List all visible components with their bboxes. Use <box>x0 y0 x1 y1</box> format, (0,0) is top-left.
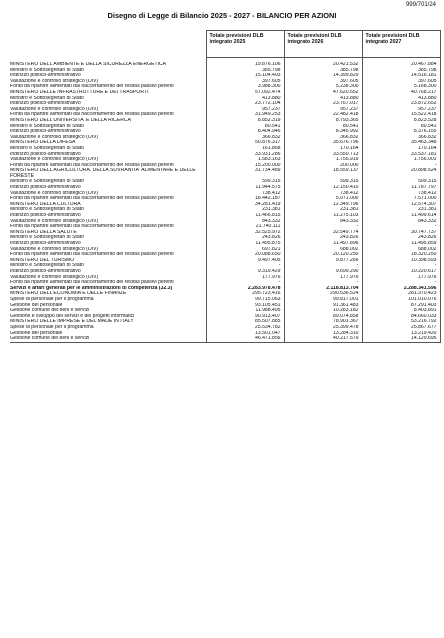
row-label: MINISTERO DELLE INFRASTRUTTURE E DEI TRASPORTI <box>10 90 206 96</box>
value-2027: 13.219.420 <box>362 331 440 337</box>
header-blank-cell <box>10 31 206 58</box>
value-2026: 5.071.000 <box>284 196 362 202</box>
row-label: Gestione comune dei beni e servizi <box>10 336 206 342</box>
value-2027: 53.216.792 <box>362 319 440 325</box>
value-2027: 20.898.524 <box>362 168 440 179</box>
value-2027: 8.376.155 <box>362 129 440 135</box>
value-2025: 31.949.253 <box>206 112 284 118</box>
page-reference: 999/701/24 <box>405 2 436 8</box>
value-2027: 87.291.403 <box>362 303 440 309</box>
column-header-2026: Totale previsioni DLB integrato 2026 <box>284 31 362 58</box>
value-2025: 80.541 <box>206 124 284 130</box>
value-2027: - <box>362 263 440 269</box>
value-2027: 23.872.652 <box>362 101 440 107</box>
value-2025: 31.734.489 <box>206 168 284 179</box>
budget-table <box>10 30 441 343</box>
value-2025: 32.525.972 <box>206 230 284 236</box>
table-row <box>10 336 440 342</box>
value-2025: 15.104.403 <box>206 73 284 79</box>
value-2026: 99.817.001 <box>284 297 362 303</box>
column-header-2027: Totale previsioni DLB integrato 2027 <box>362 31 440 58</box>
value-2027: 11.495.859 <box>362 241 440 247</box>
value-2025: 599.315 <box>206 179 284 185</box>
value-2027: 2.288.341.596 <box>362 286 440 292</box>
value-2027: 397.605 <box>362 79 440 85</box>
value-2027: 10.398.593 <box>362 258 440 264</box>
row-label: Ministro e Sottosegretari di Stato <box>10 179 206 185</box>
row-label: Indirizzo politico-amministrativo <box>10 101 206 107</box>
value-2026: 688.002 <box>284 247 362 253</box>
value-2025: 1.583.163 <box>206 157 284 163</box>
value-2025: 177.976 <box>206 275 284 281</box>
value-2025: 295.723.416 <box>206 291 284 297</box>
value-2025: 99.715.063 <box>206 297 284 303</box>
row-label: Fondi da ripartire alimentati dal riaccertamento dei residui passivi perenti <box>10 252 206 258</box>
row-label: Valutazione e controllo strategico (OIV) <box>10 135 206 141</box>
row-label: Ministro e Sottosegretari di Stato <box>10 146 206 152</box>
value-2025: - <box>206 280 284 286</box>
row-label: Ministro e Sottosegretari di Stato <box>10 263 206 269</box>
value-2025: 8.404.946 <box>206 129 284 135</box>
value-2025: 57.092.474 <box>206 90 284 96</box>
value-2025: 11.944.575 <box>206 185 284 191</box>
value-2026: 8.793.365 <box>284 118 362 124</box>
value-2026: 13.284.310 <box>284 331 362 337</box>
value-2025: 25.534.782 <box>206 325 284 331</box>
value-2027: 10.220.617 <box>362 269 440 275</box>
row-label: Indirizzo politico-amministrativo <box>10 185 206 191</box>
value-2027: 281.370.423 <box>362 291 440 297</box>
value-2026: 11.497.896 <box>284 241 362 247</box>
value-2027: 177.976 <box>362 275 440 281</box>
value-2027: - <box>362 224 440 230</box>
value-2025: 697.821 <box>206 247 284 253</box>
value-2026: 243.826 <box>284 235 362 241</box>
row-label: Gestione del personale <box>10 303 206 309</box>
value-2026: 25.399.478 <box>284 325 362 331</box>
value-2025: 243.826 <box>206 235 284 241</box>
value-2026: 91.361.483 <box>284 303 362 309</box>
value-2026: 40.217.579 <box>284 336 362 342</box>
row-label: Indirizzo politico-amministrativo <box>10 129 206 135</box>
value-2027: 101.010.076 <box>362 297 440 303</box>
value-2026: 47.620.552 <box>284 90 362 96</box>
value-2026: 10.283.182 <box>284 308 362 314</box>
value-2025: 2.283.978.478 <box>206 286 284 292</box>
value-2026: - <box>284 263 362 269</box>
value-2027: - <box>362 280 440 286</box>
value-2026: 1.755.919 <box>284 157 362 163</box>
row-label: Servizi e affari generali per le amministrazioni di competenza (32.3) <box>10 286 206 292</box>
value-2026: 738.412 <box>284 191 362 197</box>
value-2026: - <box>284 280 362 286</box>
row-label: Indirizzo politico-amministrativo <box>10 241 206 247</box>
row-label: Valutazione e controllo strategico (OIV) <box>10 79 206 85</box>
value-2025: 34.281.419 <box>206 202 284 208</box>
value-2026: 5.238.300 <box>284 84 362 90</box>
row-label: Gestione del personale <box>10 331 206 337</box>
row-label: Ministro e Sottosegretari di Stato <box>10 235 206 241</box>
value-2025: 397.605 <box>206 79 284 85</box>
row-label: MINISTERO DELLA DIFESA <box>10 140 206 146</box>
value-2026: 231.381 <box>284 207 362 213</box>
value-2026: 18.559.137 <box>284 168 362 179</box>
row-label: Valutazione e controllo strategico (OIV) <box>10 191 206 197</box>
value-2025: 20.088.650 <box>206 252 284 258</box>
row-label: Valutazione e controllo strategico (OIV) <box>10 157 206 163</box>
row-label: Fondi da ripartire alimentati dal riaccertamento dei residui passivi perenti <box>10 196 206 202</box>
value-2026: 290.536.524 <box>284 291 362 297</box>
value-2027: 1.756.001 <box>362 157 440 163</box>
value-2026: 22.482.418 <box>284 112 362 118</box>
value-2025: 161.868 <box>206 146 284 152</box>
value-2025: 9.497.405 <box>206 258 284 264</box>
row-label: MINISTERO DELL'UNIVERSITA' E DELLA RICERCA <box>10 118 206 124</box>
value-2025: 13.501.047 <box>206 331 284 337</box>
row-label: Valutazione e controllo strategico (OIV) <box>10 219 206 225</box>
row-label: MINISTERO DEL TURISMO <box>10 258 206 264</box>
value-2026: - <box>284 224 362 230</box>
value-2027: 231.381 <box>362 207 440 213</box>
row-label: Fondi da ripartire alimentati dal riaccertamento dei residui passivi perenti <box>10 112 206 118</box>
row-label: Gestione comune dei beni e servizi <box>10 308 206 314</box>
value-2026: 14.399.829 <box>284 73 362 79</box>
value-2025: 11.466.815 <box>206 213 284 219</box>
row-label: Fondi da ripartire alimentati dal riaccertamento dei residui passivi perenti <box>10 224 206 230</box>
value-2025: 738.412 <box>206 191 284 197</box>
value-2027: 243.826 <box>362 235 440 241</box>
value-2026: 89.074.858 <box>284 314 362 320</box>
value-2026: 599.315 <box>284 179 362 185</box>
value-2025: 18.442.187 <box>206 196 284 202</box>
value-2025: 11.495.875 <box>206 241 284 247</box>
value-2026: 80.541 <box>284 124 362 130</box>
value-2026: 35.676.796 <box>284 140 362 146</box>
value-2027: 8.823.528 <box>362 118 440 124</box>
row-label: Indirizzo politico-amministrativo <box>10 269 206 275</box>
value-2025: 15.200.000 <box>206 163 284 169</box>
value-2027: 14.516.181 <box>362 73 440 79</box>
value-2025: 3.988.300 <box>206 84 284 90</box>
row-label: MINISTERO DELLA CULTURA <box>10 202 206 208</box>
value-2025: 93.105.451 <box>206 303 284 309</box>
row-label: MINISTERO DELL'AGRICOLTURA, DELLA SOVRANITA' ALIMENTARE E DELLE FORESTE <box>10 168 206 179</box>
row-label: Ministro e Sottosegretari di Stato <box>10 124 206 130</box>
value-2025: 50.876.317 <box>206 140 284 146</box>
row-label: MINISTERO DELLE IMPRESE E DEL MADE IN ITALY <box>10 319 206 325</box>
value-2025: 85.507.885 <box>206 319 284 325</box>
row-label: Ministro e Sottosegretari di Stato <box>10 68 206 74</box>
value-2026: 8.345.992 <box>284 129 362 135</box>
value-2027: 413.880 <box>362 96 440 102</box>
value-2027: 15.522.418 <box>362 112 440 118</box>
row-label: Gestione e sviluppo dei servizi e dei progetti informatici <box>10 314 206 320</box>
value-2027: 12.574.307 <box>362 202 440 208</box>
value-2027: 14.129.695 <box>362 336 440 342</box>
row-label: Spese di personale per il programma <box>10 297 206 303</box>
value-2026: 32.549.774 <box>284 230 362 236</box>
row-label: Spese di personale per il programma <box>10 325 206 331</box>
value-2027: 25.867.677 <box>362 325 440 331</box>
value-2027: 843.332 <box>362 219 440 225</box>
value-2027: 385.798 <box>362 68 440 74</box>
value-2026: 200.000 <box>284 163 362 169</box>
value-2027: 688.002 <box>362 247 440 253</box>
value-2027: 33.537.181 <box>362 152 440 158</box>
value-2027: 40.768.217 <box>362 90 440 96</box>
value-2027: 11.499.614 <box>362 213 440 219</box>
value-2025: 90.913.407 <box>206 314 284 320</box>
column-header-2025: Totale previsioni DLB integrato 2025 <box>206 31 284 58</box>
row-label: Fondi da ripartire alimentati dal riaccertamento dei residui passivi perenti <box>10 84 206 90</box>
value-2027: 738.412 <box>362 191 440 197</box>
row-label: MINISTERO DELLA SALUTE <box>10 230 206 236</box>
value-2026: 33.550.713 <box>284 152 362 158</box>
value-2026: 12.349.796 <box>284 202 362 208</box>
value-2025: 957.237 <box>206 107 284 113</box>
value-2026: 23.767.017 <box>284 101 362 107</box>
table-header-row <box>10 31 440 58</box>
value-2026: 397.605 <box>284 79 362 85</box>
value-2026: 170.164 <box>284 146 362 152</box>
value-2026: 843.332 <box>284 219 362 225</box>
value-2027: 8.403.891 <box>362 308 440 314</box>
value-2026: 385.798 <box>284 68 362 74</box>
value-2027: 599.315 <box>362 179 440 185</box>
value-2026: 413.880 <box>284 96 362 102</box>
value-2027: 80.541 <box>362 124 440 130</box>
value-2027: 7.571.000 <box>362 196 440 202</box>
value-2026: 9.877.266 <box>284 258 362 264</box>
value-2025: 385.798 <box>206 68 284 74</box>
value-2027: 18.320.250 <box>362 252 440 258</box>
row-label: Fondi da ripartire alimentati dal riaccertamento dei residui passivi perenti <box>10 163 206 169</box>
row-label: Indirizzo politico-amministrativo <box>10 213 206 219</box>
value-2026: 78.901.367 <box>284 319 362 325</box>
value-2025: 23.772.104 <box>206 101 284 107</box>
value-2027: - <box>362 163 440 169</box>
value-2027: 957.237 <box>362 107 440 113</box>
value-2025: 413.880 <box>206 96 284 102</box>
value-2025: 8.852.319 <box>206 118 284 124</box>
value-2027: 30.747.737 <box>362 230 440 236</box>
value-2025: 46.471.856 <box>206 336 284 342</box>
table-row <box>10 168 440 179</box>
value-2027: 11.787.797 <box>362 185 440 191</box>
value-2025: - <box>206 263 284 269</box>
value-2027: 366.832 <box>362 135 440 141</box>
row-label: MINISTERO DELL'AMBIENTE E DELLA SICUREZZA ENERGETICA <box>10 62 206 68</box>
value-2027: 20.467.884 <box>362 62 440 68</box>
value-2026: 366.832 <box>284 135 362 141</box>
value-2025: 366.832 <box>206 135 284 141</box>
row-label: Valutazione e controllo strategico (OIV) <box>10 107 206 113</box>
value-2025: 843.332 <box>206 219 284 225</box>
row-label: Ministro e Sottosegretari di Stato <box>10 96 206 102</box>
row-label: Indirizzo politico-amministrativo <box>10 152 206 158</box>
value-2026: 11.275.103 <box>284 213 362 219</box>
value-2026: 12.150.410 <box>284 185 362 191</box>
value-2025: 11.988.495 <box>206 308 284 314</box>
value-2026: 20.421.532 <box>284 62 362 68</box>
value-2025: 19.876.106 <box>206 62 284 68</box>
value-2026: 20.120.250 <box>284 252 362 258</box>
row-label: Valutazione e controllo strategico (OIV) <box>10 247 206 253</box>
value-2027: 35.463.348 <box>362 140 440 146</box>
row-label: Fondi da ripartire alimentati dal riaccertamento dei residui passivi perenti <box>10 280 206 286</box>
page-title: Disegno di Legge di Bilancio 2025 - 2027 - BILANCIO PER AZIONI <box>107 11 337 20</box>
value-2027: 170.164 <box>362 146 440 152</box>
value-2026: 2.118.813.704 <box>284 286 362 292</box>
row-label: Indirizzo politico-amministrativo <box>10 73 206 79</box>
value-2027: 5.168.300 <box>362 84 440 90</box>
row-label: Ministro e Sottosegretari di Stato <box>10 207 206 213</box>
value-2027: 84.660.033 <box>362 314 440 320</box>
value-2025: 21.740.111 <box>206 224 284 230</box>
value-2025: 231.381 <box>206 207 284 213</box>
value-2025: 9.319.429 <box>206 269 284 275</box>
row-label: MINISTERO DELL'ECONOMIA E DELLE FINANZE <box>10 291 206 297</box>
value-2026: 957.237 <box>284 107 362 113</box>
row-label: Valutazione e controllo strategico (OIV) <box>10 275 206 281</box>
value-2026: 9.699.290 <box>284 269 362 275</box>
value-2026: 177.976 <box>284 275 362 281</box>
value-2025: 33.931.286 <box>206 152 284 158</box>
